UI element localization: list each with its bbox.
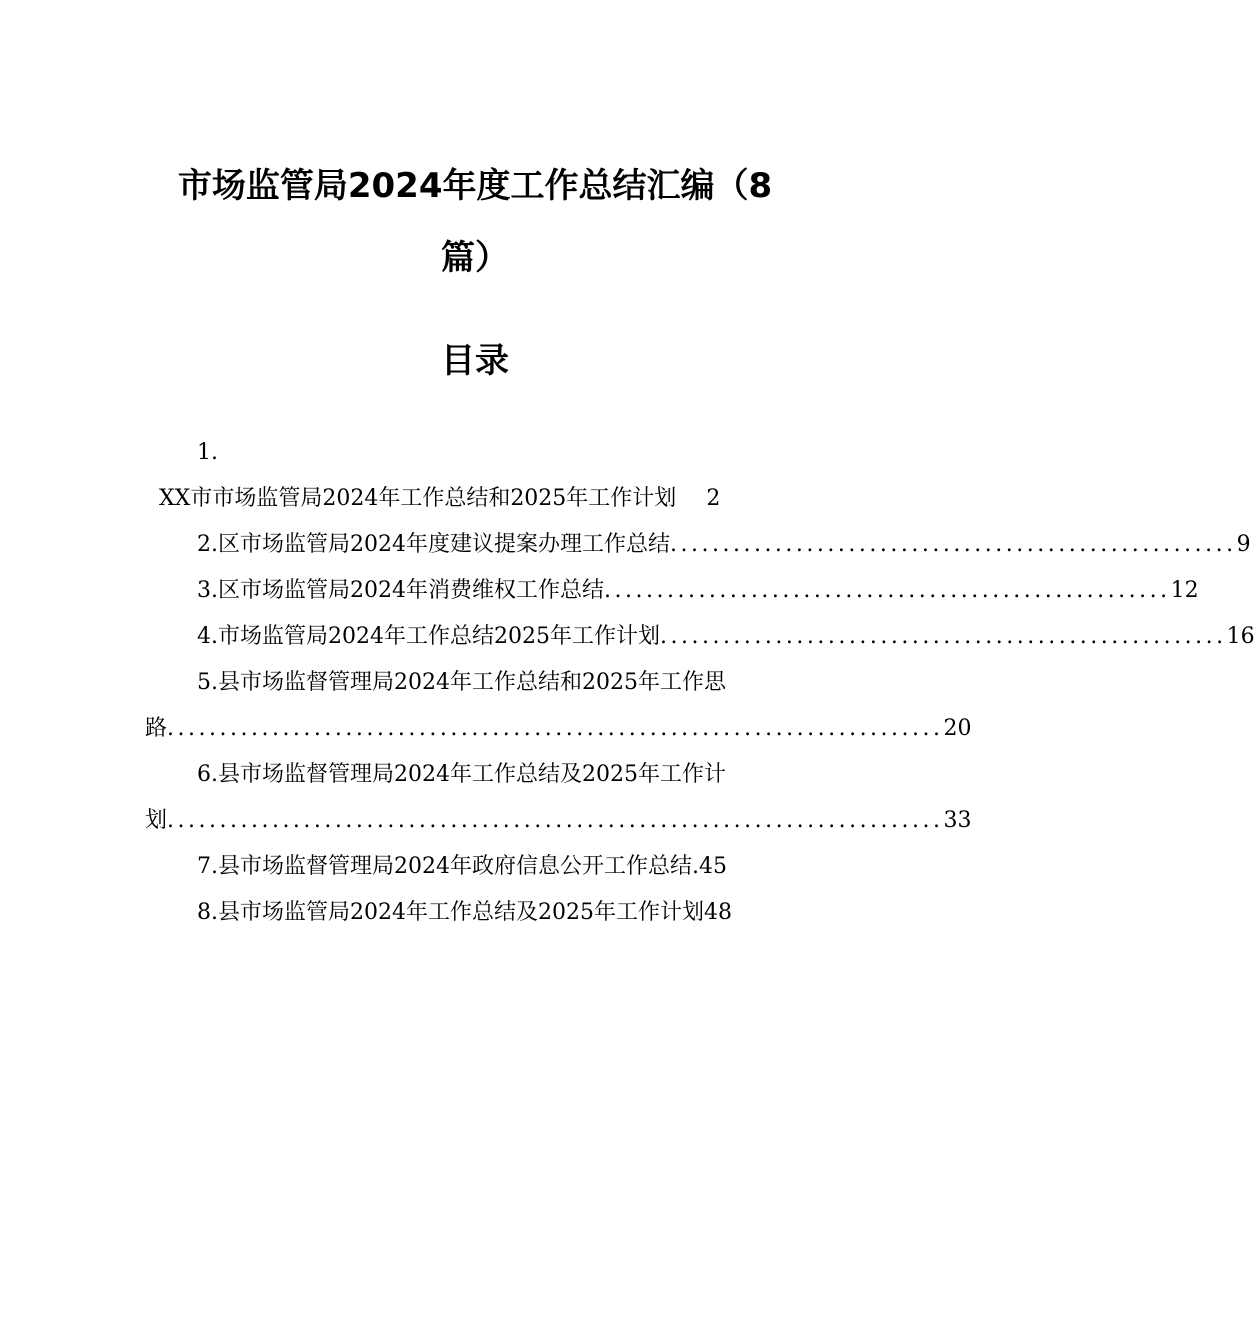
toc-item-2[interactable] <box>145 522 1251 568</box>
toc-item-number: 6. <box>197 762 218 787</box>
toc-item-4[interactable] <box>145 614 1255 660</box>
toc-item-text: 县市场监管局2024年工作总结及2025年工作计划 <box>218 900 704 925</box>
dot-leader: ...................................................... <box>670 532 1237 557</box>
toc-item-text-line-2: 路 <box>145 716 168 741</box>
toc-item-number: 4. <box>197 624 218 649</box>
toc-item-8[interactable] <box>145 890 805 936</box>
toc-item-number: 3. <box>197 578 218 603</box>
toc-item-text-line-1: 县市场监督管理局2024年工作总结及2025年工作计 <box>218 762 726 787</box>
toc-item-text: XX市市场监管局2024年工作总结和2025年工作计划 <box>159 486 677 511</box>
toc-item-5[interactable] <box>145 660 805 706</box>
dot-leader: ...................................................... <box>659 624 1227 649</box>
toc-item-page: 33 <box>944 798 972 844</box>
table-of-contents <box>145 430 1255 936</box>
toc-item-page: 12 <box>1171 568 1199 614</box>
toc-item-page: 2 <box>706 486 721 511</box>
toc-item-page: 16 <box>1227 614 1255 660</box>
dot-leader: .......................................................................... <box>167 716 944 741</box>
toc-item-text: 市场监管局2024年工作总结2025年工作计划 <box>218 624 660 649</box>
toc-item-text: 区市场监管局2024年消费维权工作总结 <box>218 578 604 603</box>
toc-item-3[interactable] <box>145 568 1199 614</box>
toc-item-number: 5. <box>197 670 218 695</box>
toc-item-page: 45 <box>698 854 727 879</box>
document-title-line-2: 篇） <box>441 238 509 278</box>
toc-item-text: 县市场监督管理局2024年政府信息公开工作总结. <box>218 854 699 879</box>
toc-item-text-line-2: 划 <box>145 808 168 833</box>
toc-item-text: 区市场监管局2024年度建议提案办理工作总结 <box>218 532 670 557</box>
toc-item-page: 20 <box>944 706 972 752</box>
toc-item-1[interactable] <box>145 476 805 522</box>
toc-item-page: 48 <box>703 900 732 925</box>
toc-item-number: 8. <box>197 900 218 925</box>
toc-item-number: 1. <box>197 440 218 465</box>
dot-leader: .......................................................................... <box>167 808 944 833</box>
toc-item-number: 2. <box>197 532 218 557</box>
toc-item-1-number-line[interactable] <box>145 430 805 476</box>
toc-heading: 目录 <box>441 341 509 381</box>
document-title-line-1: 市场监管局2024年度工作总结汇编（8 <box>177 166 773 206</box>
toc-item-text-line-1: 县市场监督管理局2024年工作总结和2025年工作思 <box>218 670 726 695</box>
toc-item-number: 7. <box>197 854 218 879</box>
toc-item-6[interactable] <box>145 752 805 798</box>
toc-item-page: 9 <box>1237 522 1251 568</box>
dot-leader: ...................................................... <box>604 578 1171 603</box>
toc-item-7[interactable] <box>145 844 805 890</box>
toc-item-5-continuation[interactable] <box>145 706 972 752</box>
toc-item-6-continuation[interactable] <box>145 798 972 844</box>
